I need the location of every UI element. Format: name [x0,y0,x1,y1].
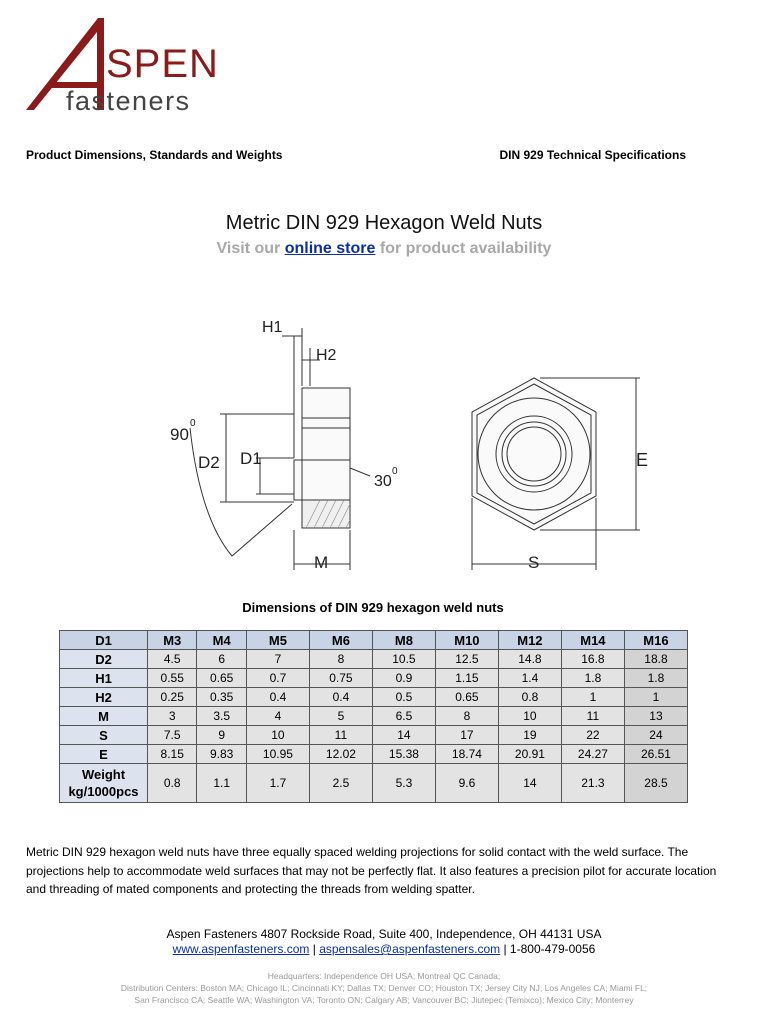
footer-contact [0,942,768,956]
table-cell: 0.55 [148,669,197,688]
label-d2: D2 [198,453,220,472]
table-cell: 1.7 [246,764,309,803]
online-store-link[interactable]: online store [284,240,376,257]
label-m: M [314,553,329,572]
label-h2: H2 [316,347,337,364]
table-cell: 1.15 [435,669,498,688]
page-title: Metric DIN 929 Hexagon Weld Nuts [225,212,543,234]
footer-address: Aspen Fasteners 4807 Rockside Road, Suite 400, Independence, OH 44131 USA [166,927,602,941]
table-cell: 0.65 [435,688,498,707]
table-cell: 12.5 [435,650,498,669]
table-cell: 17 [435,726,498,745]
header-cell: M6 [309,631,372,650]
table-cell: 1 [561,688,624,707]
header-cell: M14 [561,631,624,650]
logo-word-fasteners: fasteners [66,86,191,116]
table-cell: 0.4 [309,688,372,707]
row-label: H1 [60,669,148,688]
table-cell: 4.5 [148,650,197,669]
table-cell: 18.8 [624,650,687,669]
table-cell: 10.5 [372,650,435,669]
table-row [60,745,688,764]
table-cell: 9.6 [435,764,498,803]
table-cell: 13 [624,707,687,726]
phone-number: | 1-800-479-0056 [500,942,596,956]
footer-distribution-centers-cont: San Francisco CA; Seattle WA; Washington VA; Toronto ON; Calgary AB; Vancouver BC; Jiutepec (Temixco); Mexico City; Monterrey [134,995,634,1005]
table-header-row [60,631,688,650]
table-cell: 28.5 [624,764,687,803]
side-view-hex-body [302,388,350,500]
website-link[interactable]: www.aspenfasteners.com [172,942,310,956]
label-h1: H1 [262,319,283,336]
subtitle-after: for product availability [375,240,552,257]
table-cell: 15.38 [372,745,435,764]
logo-word-spen: SPEN [106,42,219,86]
aspen-fasteners-logo [22,14,252,118]
table-cell: 14 [372,726,435,745]
table-cell: 7 [246,650,309,669]
table-cell: 1 [624,688,687,707]
table-cell: 3 [148,707,197,726]
table-cell: 6 [197,650,246,669]
table-row [60,669,688,688]
table-cell: 0.4 [246,688,309,707]
subtitle-before: Visit our [216,240,285,257]
footer-headquarters: Headquarters: Independence OH USA; Montreal QC Canada; [267,971,501,981]
header-left-text: Product Dimensions, Standards and Weights [26,148,283,162]
table-cell: 0.35 [197,688,246,707]
table-row [60,726,688,745]
table-cell: 22 [561,726,624,745]
table-cell: 26.51 [624,745,687,764]
table-cell: 1.8 [624,669,687,688]
table-cell: 14.8 [498,650,561,669]
table-cell: 8 [435,707,498,726]
table-cell: 3.5 [197,707,246,726]
table-cell: 11 [309,726,372,745]
table-cell: 1.8 [561,669,624,688]
table-cell: 1.1 [197,764,246,803]
row-label: E [60,745,148,764]
label-d1: D1 [240,449,262,468]
label-angle-30: 30 [374,473,392,490]
table-row [60,650,688,669]
table-cell: 7.5 [148,726,197,745]
side-view-pilot [294,460,302,500]
table-cell: 5.3 [372,764,435,803]
table-cell: 12.02 [309,745,372,764]
label-s: S [528,553,540,572]
header-cell: M4 [197,631,246,650]
table-row [60,688,688,707]
email-link[interactable]: aspensales@aspenfasteners.com [319,942,501,956]
header-cell: M12 [498,631,561,650]
table-cell: 14 [498,764,561,803]
header-cell: M10 [435,631,498,650]
table-cell: 20.91 [498,745,561,764]
page-subtitle [0,240,768,258]
table-cell: 8.15 [148,745,197,764]
table-cell: 0.9 [372,669,435,688]
angle-90-arc [190,428,292,556]
table-cell: 10 [246,726,309,745]
table-row [60,764,688,803]
table-cell: 0.8 [498,688,561,707]
header-cell: M8 [372,631,435,650]
table-cell: 0.8 [148,764,197,803]
row-label: S [60,726,148,745]
label-e: E [636,450,649,470]
front-view-hexagon [472,378,640,570]
table-cell: 0.65 [197,669,246,688]
table-cell: 0.25 [148,688,197,707]
header-cell: M5 [246,631,309,650]
table-cell: 0.7 [246,669,309,688]
row-label: Weight kg/1000pcs [60,764,148,803]
table-cell: 24.27 [561,745,624,764]
row-label: M [60,707,148,726]
label-angle-90-degree: 0 [190,418,196,429]
table-cell: 2.5 [309,764,372,803]
header-right-text: DIN 929 Technical Specifications [499,148,686,162]
table-cell: 19 [498,726,561,745]
table-cell: 18.74 [435,745,498,764]
header-cell: M3 [148,631,197,650]
table-cell: 10 [498,707,561,726]
table-cell: 6.5 [372,707,435,726]
row-label: H2 [60,688,148,707]
table-title: Dimensions of DIN 929 hexagon weld nuts [242,600,504,615]
label-angle-30-degree: 0 [392,466,398,477]
table-cell: 11 [561,707,624,726]
header-cell: M16 [624,631,687,650]
footer-distribution-centers: Distribution Centers: Boston MA; Chicago IL; Cincinnati KY; Dallas TX; Denver CO; Houston TX; Jersey City NJ; Los Angeles CA; Miami FL; [120,983,648,993]
weld-nut-technical-drawing [160,308,649,582]
header-cell: D1 [60,631,148,650]
dimensions-table [59,630,688,803]
table-cell: 16.8 [561,650,624,669]
product-description: Metric DIN 929 hexagon weld nuts have three equally spaced welding projections for solid contact with the weld surface. The projections help to accommodate weld surfaces that may not be perfectly flat. It also features a precision pilot for accurate location and threading of mated components and protecting the threads from welding spatter. [26,845,717,896]
label-angle-90: 90 [170,425,189,444]
table-cell: 1.4 [498,669,561,688]
table-cell: 24 [624,726,687,745]
table-cell: 0.75 [309,669,372,688]
table-cell: 0.5 [372,688,435,707]
table-cell: 9.83 [197,745,246,764]
table-cell: 21.3 [561,764,624,803]
table-cell: 10.95 [246,745,309,764]
table-cell: 4 [246,707,309,726]
table-cell: 9 [197,726,246,745]
table-cell: 8 [309,650,372,669]
table-cell: 5 [309,707,372,726]
row-label: D2 [60,650,148,669]
table-row [60,707,688,726]
contact-separator: | [309,942,320,956]
